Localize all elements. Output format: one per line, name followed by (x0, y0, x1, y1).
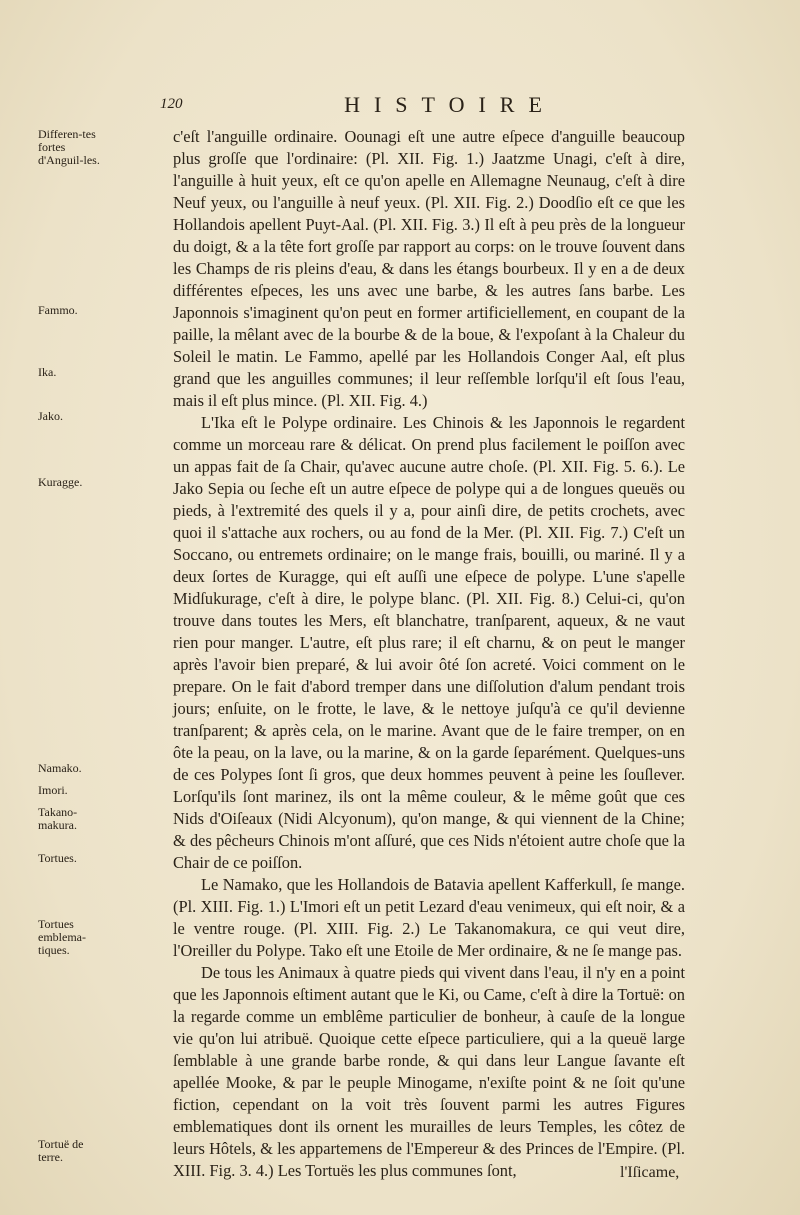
paragraph-eels: c'eſt l'anguille ordinaire. Oounagi eſt une autre eſpece d'anguille beaucoup plus groſſe que l'ordinaire: (Pl. XII. Fig. 1.) Jaatzme Unagi, c'eſt à dire, l'anguille à huit yeux, eſt ce qu'on apelle en Allemagne Neunaug, c'eſt à dire Neuf yeux, ou l'anguille à neuf yeux. (Pl. XII. Fig. 2.) Doodſio eſt ce que les Hollandois apellent Puyt-Aal. (Pl. XII. Fig. 3.) Il eſt à peu près de la longueur du doigt, & a la tête fort groſſe par rapport au corps: on le trouve ſouvent dans les Champs de ris pleins d'eau, & dans les étangs bourbeux. Il y en a de deux différentes eſpeces, les uns avec une barbe, & les autres ſans barbe. Les Japonnois s'imaginent qu'on peut en former artificiellement, en coupant de la paille, la mêlant avec de la bourbe & de la boue, & l'expoſant à la Chaleur du Soleil le matin. Le Fammo, apellé par les Hollandois Conger Aal, eſt plus grand que les anguilles communes; il leur reſſemble lorſqu'il eſt ſous l'eau, mais il eſt plus mince. (Pl. XII. Fig. 4.) (173, 127, 685, 410)
catchword: l'Iſicame, (620, 1164, 680, 1181)
margin-note-namako: Namako. (38, 761, 82, 775)
margin-note-jako: Jako. (38, 409, 63, 423)
paragraph-namako: Le Namako, que les Hollandois de Batavia apellent Kafferkull, ſe mange. (Pl. XIII. Fig. 1.) L'Imori eſt un petit Lezard d'eau venimeux, qui eſt noir, & a le ventre rouge. (Pl. XIII. Fig. 2.) Le Takanomakura, ce qui veut dire, l'Oreiller du Polype. Tako eſt une Etoile de Mer ordinaire, & ne ſe mange pas. (173, 875, 685, 960)
margin-note-tortues-emblematiques: Tortues emblema-tiques. (38, 917, 86, 957)
margin-note-ika: Ika. (38, 365, 57, 379)
margin-note-imori: Imori. (38, 783, 68, 797)
margin-note-takanomakura: Takano-makura. (38, 805, 78, 832)
margin-note-kuragge: Kuragge. (38, 475, 83, 489)
paragraph-polypes: L'Ika eſt le Polype ordinaire. Les Chinois & les Japonnois le regardent comme un morceau rare & délicat. On prend plus facilement le poiſſon avec un appas fait de ſa Chair, qu'avec aucune autre choſe. (Pl. XII. Fig. 5. 6.). Le Jako Sepia ou ſeche eſt un autre eſpece de polype qui a de longues queuës ou pieds, à l'extremité des quels il y a, pour ainſi dire, de petits crochets, avec quoi il s'attache aux rochers, ou au fond de la Mer. (Pl. XII. Fig. 7.) C'eſt un Soccano, ou entremets ordinaire; on le mange frais, bouilli, ou mariné. Il y a deux ſortes de Kuragge, qui eſt auſſi une eſpece de polype. L'une s'apelle Midſukurage, c'eſt à dire, le polype blanc. (Pl. XII. Fig. 8.) Celui-ci, qu'on trouve dans toutes les Mers, eſt blanchatre, tranſparent, aqueux, & ne vaut rien pour manger. L'autre, eſt plus rare; il eſt charnu, & on peut le manger après l'avoir bien preparé, & lui avoir ôté ſon acreté. Voici comment on le prepare. On le fait d'abord tremper dans une diſſolution d'alum pendant trois jours; enſuite, on le frotte, le lave, & le nettoye juſqu'à ce qu'il devienne tranſparent; & après cela, on le marine. Avant que de le faire tremper, on en ôte la peau, on la lave, ou la marine, & on la garde ſeparément. Quelques-uns de ces Polypes ſont ſi gros, que deux hommes peuvent à peine les ſouſlever. Lorſqu'ils ſont marinez, ils ont la même couleur, & le même goût que ces Nids d'Oiſeaux (Nidi Alcyonum), qu'on mange, & qui viennent de la Chine; & des pêcheurs Chinois m'ont aſſuré, que ces Nids n'étoient autre choſe que la Chair de ce poiſſon. (173, 413, 685, 872)
margin-note-fammo: Fammo. (38, 303, 78, 317)
margin-note-eels: Differen-tes fortes d'Anguil-les. (38, 127, 100, 167)
running-title: HISTOIRE (344, 92, 556, 117)
body-text (173, 126, 685, 1182)
page-number: 120 (160, 96, 183, 112)
paragraph-tortues: De tous les Animaux à quatre pieds qui vivent dans l'eau, il n'y en a point que les Japonnois eſtiment autant que le Ki, ou Came, c'eſt à dire la Tortuë: on la regarde comme un emblême particulier de bonheur, à cauſe de la longue vie qu'on lui atribuë. Quoique cette eſpece particuliere, qui a la queuë large ſemblable à une grande barbe ronde, & qui dans leur Langue ſavante eſt apellée Mooke, & par le peuple Minogame, n'exiſte point & ne ſoit qu'une fiction, cependant on la voit très ſouvent parmi les autres Figures emblematiques dont ils ornent les murailles de leurs Temples, les côtez de leurs Hôtels, & les appartemens de l'Empereur & des Princes de l'Empire. (Pl. XIII. Fig. 3. 4.) Les Tortuës les plus communes ſont, (173, 963, 685, 1180)
margin-note-tortue-de-terre: Tortuë de terre. (38, 1137, 84, 1164)
margin-notes (10, 0, 100, 1215)
margin-note-tortues: Tortues. (38, 851, 77, 865)
page-header (160, 92, 680, 122)
